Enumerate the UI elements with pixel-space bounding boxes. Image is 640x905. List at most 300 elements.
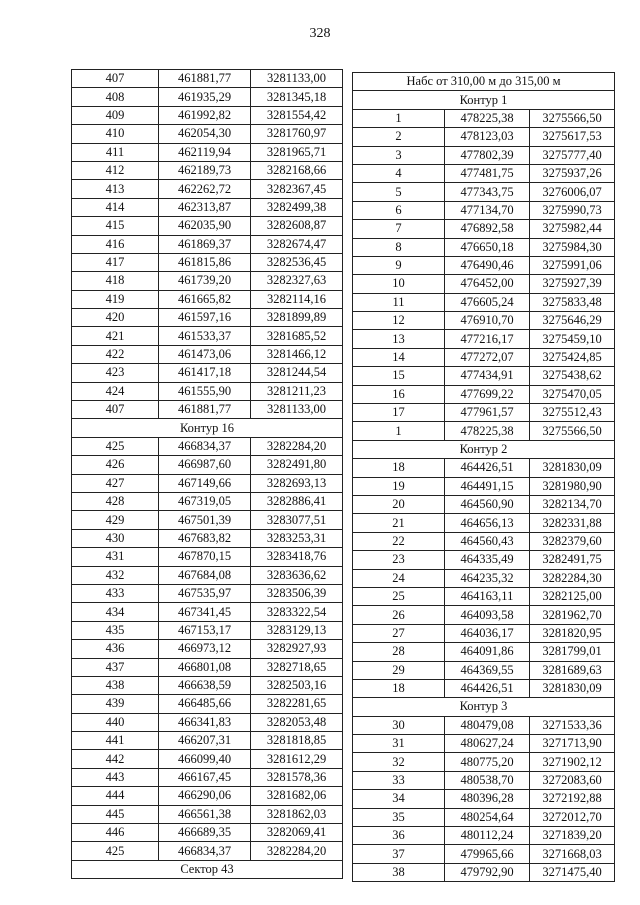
table-row — [353, 790, 615, 808]
x-coordinate: 478225,38 — [445, 422, 530, 440]
point-number: 22 — [353, 532, 445, 550]
point-number: 5 — [353, 183, 445, 201]
table-row — [72, 143, 343, 161]
point-number: 426 — [72, 456, 159, 474]
table-row — [72, 235, 343, 253]
point-number: 35 — [353, 808, 445, 826]
x-coordinate: 461739,20 — [159, 272, 251, 290]
x-coordinate: 461881,77 — [159, 70, 251, 88]
table-row — [72, 309, 343, 327]
point-number: 445 — [72, 805, 159, 823]
table-row — [353, 330, 615, 348]
x-coordinate: 464335,49 — [445, 551, 530, 569]
x-coordinate: 464235,32 — [445, 569, 530, 587]
point-number: 19 — [353, 477, 445, 495]
x-coordinate: 464560,43 — [445, 532, 530, 550]
point-number: 1 — [353, 109, 445, 127]
point-number: 443 — [72, 768, 159, 786]
point-number: 411 — [72, 143, 159, 161]
point-number: 14 — [353, 348, 445, 366]
point-number: 441 — [72, 732, 159, 750]
point-number: 33 — [353, 771, 445, 789]
y-coordinate: 3281578,36 — [251, 768, 343, 786]
x-coordinate: 477434,91 — [445, 367, 530, 385]
point-number: 414 — [72, 198, 159, 216]
y-coordinate: 3272192,88 — [530, 790, 615, 808]
table-row — [353, 587, 615, 605]
left-coordinates-table — [71, 69, 343, 879]
point-number: 433 — [72, 584, 159, 602]
y-coordinate: 3282491,80 — [251, 456, 343, 474]
y-coordinate: 3282331,88 — [530, 514, 615, 532]
x-coordinate: 467684,08 — [159, 566, 251, 584]
x-coordinate: 466834,37 — [159, 842, 251, 860]
y-coordinate: 3275566,50 — [530, 109, 615, 127]
x-coordinate: 461597,16 — [159, 309, 251, 327]
x-coordinate: 466167,45 — [159, 768, 251, 786]
point-number: 8 — [353, 238, 445, 256]
y-coordinate: 3281830,09 — [530, 679, 615, 697]
y-coordinate: 3281980,90 — [530, 477, 615, 495]
y-coordinate: 3282674,47 — [251, 235, 343, 253]
y-coordinate: 3283418,76 — [251, 548, 343, 566]
point-number: 440 — [72, 713, 159, 731]
table-row — [353, 514, 615, 532]
y-coordinate: 3281466,12 — [251, 345, 343, 363]
point-number: 439 — [72, 695, 159, 713]
x-coordinate: 467683,82 — [159, 529, 251, 547]
y-coordinate: 3281244,54 — [251, 364, 343, 382]
y-coordinate: 3282503,16 — [251, 676, 343, 694]
point-number: 437 — [72, 658, 159, 676]
y-coordinate: 3281818,85 — [251, 732, 343, 750]
x-coordinate: 461869,37 — [159, 235, 251, 253]
point-number: 434 — [72, 603, 159, 621]
x-coordinate: 466689,35 — [159, 824, 251, 842]
point-number: 412 — [72, 161, 159, 179]
point-number: 435 — [72, 621, 159, 639]
table-row — [72, 198, 343, 216]
x-coordinate: 466801,08 — [159, 658, 251, 676]
table-row — [72, 787, 343, 805]
x-coordinate: 466987,60 — [159, 456, 251, 474]
point-number: 21 — [353, 514, 445, 532]
y-coordinate: 3275646,29 — [530, 312, 615, 330]
x-coordinate: 464426,51 — [445, 459, 530, 477]
table-row — [353, 146, 615, 164]
y-coordinate: 3275984,30 — [530, 238, 615, 256]
x-coordinate: 464369,55 — [445, 661, 530, 679]
point-number: 7 — [353, 220, 445, 238]
table-row — [72, 253, 343, 271]
y-coordinate: 3275459,10 — [530, 330, 615, 348]
point-number: 428 — [72, 492, 159, 510]
x-coordinate: 462313,87 — [159, 198, 251, 216]
table-row — [72, 511, 343, 529]
x-coordinate: 480112,24 — [445, 827, 530, 845]
point-number: 427 — [72, 474, 159, 492]
table-row — [353, 367, 615, 385]
x-coordinate: 477134,70 — [445, 201, 530, 219]
y-coordinate: 3272012,70 — [530, 808, 615, 826]
table-row — [72, 713, 343, 731]
y-coordinate: 3282053,48 — [251, 713, 343, 731]
y-coordinate: 3282718,65 — [251, 658, 343, 676]
y-coordinate: 3282134,70 — [530, 495, 615, 513]
x-coordinate: 466638,59 — [159, 676, 251, 694]
y-coordinate: 3283636,62 — [251, 566, 343, 584]
y-coordinate: 3275438,62 — [530, 367, 615, 385]
point-number: 13 — [353, 330, 445, 348]
section-header-row — [353, 73, 615, 91]
x-coordinate: 464036,17 — [445, 624, 530, 642]
table-row — [72, 824, 343, 842]
y-coordinate: 3281820,95 — [530, 624, 615, 642]
page-number: 328 — [309, 26, 331, 41]
x-coordinate: 467149,66 — [159, 474, 251, 492]
y-coordinate: 3282284,20 — [251, 437, 343, 455]
x-coordinate: 479792,90 — [445, 863, 530, 881]
point-number: 431 — [72, 548, 159, 566]
y-coordinate: 3275777,40 — [530, 146, 615, 164]
y-coordinate: 3282927,93 — [251, 640, 343, 658]
point-number: 407 — [72, 401, 159, 419]
table-row — [72, 382, 343, 400]
y-coordinate: 3281682,06 — [251, 787, 343, 805]
x-coordinate: 467153,17 — [159, 621, 251, 639]
table-row — [353, 624, 615, 642]
point-number: 409 — [72, 106, 159, 124]
y-coordinate: 3281211,23 — [251, 382, 343, 400]
point-number: 11 — [353, 293, 445, 311]
point-number: 415 — [72, 217, 159, 235]
y-coordinate: 3275937,26 — [530, 164, 615, 182]
right-coordinates-table — [352, 72, 615, 882]
x-coordinate: 477216,17 — [445, 330, 530, 348]
table-row — [353, 863, 615, 881]
table-row — [353, 477, 615, 495]
y-coordinate: 3281685,52 — [251, 327, 343, 345]
point-number: 18 — [353, 679, 445, 697]
point-number: 28 — [353, 643, 445, 661]
x-coordinate: 461473,06 — [159, 345, 251, 363]
y-coordinate: 3281799,01 — [530, 643, 615, 661]
y-coordinate: 3275512,43 — [530, 404, 615, 422]
table-row — [72, 217, 343, 235]
table-row — [353, 735, 615, 753]
y-coordinate: 3282499,38 — [251, 198, 343, 216]
x-coordinate: 461935,29 — [159, 88, 251, 106]
x-coordinate: 476892,58 — [445, 220, 530, 238]
x-coordinate: 462054,30 — [159, 125, 251, 143]
y-coordinate: 3281899,89 — [251, 309, 343, 327]
y-coordinate: 3275927,39 — [530, 275, 615, 293]
x-coordinate: 464656,13 — [445, 514, 530, 532]
y-coordinate: 3282491,75 — [530, 551, 615, 569]
point-number: 6 — [353, 201, 445, 219]
y-coordinate: 3281689,63 — [530, 661, 615, 679]
point-number: 32 — [353, 753, 445, 771]
y-coordinate: 3282367,45 — [251, 180, 343, 198]
y-coordinate: 3275424,85 — [530, 348, 615, 366]
table-row — [353, 275, 615, 293]
point-number: 25 — [353, 587, 445, 605]
table-row — [72, 345, 343, 363]
table-row — [72, 272, 343, 290]
table-row — [72, 474, 343, 492]
table-row — [72, 584, 343, 602]
x-coordinate: 462035,90 — [159, 217, 251, 235]
y-coordinate: 3282125,00 — [530, 587, 615, 605]
point-number: 9 — [353, 256, 445, 274]
point-number: 20 — [353, 495, 445, 513]
table-row — [353, 679, 615, 697]
section-label: Контур 1 — [353, 91, 615, 109]
x-coordinate: 466290,06 — [159, 787, 251, 805]
point-number: 408 — [72, 88, 159, 106]
table-row — [72, 548, 343, 566]
x-coordinate: 466834,37 — [159, 437, 251, 455]
y-coordinate: 3275833,48 — [530, 293, 615, 311]
x-coordinate: 464491,15 — [445, 477, 530, 495]
table-row — [72, 732, 343, 750]
section-label: Набс от 310,00 м до 315,00 м — [353, 73, 615, 91]
x-coordinate: 467341,45 — [159, 603, 251, 621]
table-row — [353, 128, 615, 146]
table-row — [72, 456, 343, 474]
point-number: 421 — [72, 327, 159, 345]
point-number: 416 — [72, 235, 159, 253]
point-number: 24 — [353, 569, 445, 587]
y-coordinate: 3281830,09 — [530, 459, 615, 477]
y-coordinate: 3281760,97 — [251, 125, 343, 143]
table-row — [72, 621, 343, 639]
section-header-row — [353, 698, 615, 716]
x-coordinate: 462262,72 — [159, 180, 251, 198]
table-row — [353, 827, 615, 845]
table-row — [353, 808, 615, 826]
table-row — [353, 348, 615, 366]
x-coordinate: 461555,90 — [159, 382, 251, 400]
y-coordinate: 3276006,07 — [530, 183, 615, 201]
y-coordinate: 3275990,73 — [530, 201, 615, 219]
table-row — [72, 640, 343, 658]
point-number: 410 — [72, 125, 159, 143]
table-row — [353, 183, 615, 201]
x-coordinate: 461992,82 — [159, 106, 251, 124]
point-number: 442 — [72, 750, 159, 768]
table-row — [72, 658, 343, 676]
point-number: 424 — [72, 382, 159, 400]
table-row — [353, 164, 615, 182]
x-coordinate: 467535,97 — [159, 584, 251, 602]
y-coordinate: 3282114,16 — [251, 290, 343, 308]
table-row — [353, 256, 615, 274]
table-row — [72, 180, 343, 198]
x-coordinate: 466099,40 — [159, 750, 251, 768]
section-header-row — [72, 860, 343, 878]
y-coordinate: 3272083,60 — [530, 771, 615, 789]
y-coordinate: 3275470,05 — [530, 385, 615, 403]
point-number: 438 — [72, 676, 159, 694]
y-coordinate: 3275566,50 — [530, 422, 615, 440]
x-coordinate: 480396,28 — [445, 790, 530, 808]
y-coordinate: 3271475,40 — [530, 863, 615, 881]
table-row — [72, 492, 343, 510]
point-number: 12 — [353, 312, 445, 330]
point-number: 2 — [353, 128, 445, 146]
point-number: 418 — [72, 272, 159, 290]
point-number: 17 — [353, 404, 445, 422]
x-coordinate: 467870,15 — [159, 548, 251, 566]
x-coordinate: 466207,31 — [159, 732, 251, 750]
point-number: 4 — [353, 164, 445, 182]
y-coordinate: 3282379,60 — [530, 532, 615, 550]
x-coordinate: 476452,00 — [445, 275, 530, 293]
x-coordinate: 476650,18 — [445, 238, 530, 256]
section-header-row — [353, 91, 615, 109]
point-number: 18 — [353, 459, 445, 477]
section-label: Контур 3 — [353, 698, 615, 716]
y-coordinate: 3275982,44 — [530, 220, 615, 238]
point-number: 444 — [72, 787, 159, 805]
x-coordinate: 476605,24 — [445, 293, 530, 311]
point-number: 29 — [353, 661, 445, 679]
section-label: Контур 16 — [72, 419, 343, 437]
table-row — [72, 676, 343, 694]
x-coordinate: 461533,37 — [159, 327, 251, 345]
x-coordinate: 461417,18 — [159, 364, 251, 382]
table-row — [72, 290, 343, 308]
x-coordinate: 478225,38 — [445, 109, 530, 127]
point-number: 407 — [72, 70, 159, 88]
point-number: 429 — [72, 511, 159, 529]
y-coordinate: 3283129,13 — [251, 621, 343, 639]
y-coordinate: 3271902,12 — [530, 753, 615, 771]
table-row — [353, 532, 615, 550]
table-row — [72, 364, 343, 382]
y-coordinate: 3282886,41 — [251, 492, 343, 510]
y-coordinate: 3281965,71 — [251, 143, 343, 161]
table-row — [353, 109, 615, 127]
table-row — [72, 401, 343, 419]
x-coordinate: 466561,38 — [159, 805, 251, 823]
y-coordinate: 3282608,87 — [251, 217, 343, 235]
x-coordinate: 467501,39 — [159, 511, 251, 529]
point-number: 10 — [353, 275, 445, 293]
point-number: 27 — [353, 624, 445, 642]
x-coordinate: 480627,24 — [445, 735, 530, 753]
y-coordinate: 3275991,06 — [530, 256, 615, 274]
table-row — [72, 70, 343, 88]
x-coordinate: 479965,66 — [445, 845, 530, 863]
table-row — [353, 312, 615, 330]
table-row — [72, 106, 343, 124]
section-label: Сектор 43 — [72, 860, 343, 878]
y-coordinate: 3281862,03 — [251, 805, 343, 823]
point-number: 423 — [72, 364, 159, 382]
point-number: 15 — [353, 367, 445, 385]
table-row — [353, 643, 615, 661]
table-row — [353, 404, 615, 422]
x-coordinate: 467319,05 — [159, 492, 251, 510]
x-coordinate: 461881,77 — [159, 401, 251, 419]
point-number: 38 — [353, 863, 445, 881]
y-coordinate: 3275617,53 — [530, 128, 615, 146]
x-coordinate: 464093,58 — [445, 606, 530, 624]
y-coordinate: 3282693,13 — [251, 474, 343, 492]
point-number: 31 — [353, 735, 445, 753]
table-row — [353, 716, 615, 734]
point-number: 23 — [353, 551, 445, 569]
point-number: 37 — [353, 845, 445, 863]
y-coordinate: 3282281,65 — [251, 695, 343, 713]
table-row — [353, 771, 615, 789]
table-row — [353, 201, 615, 219]
table-row — [353, 238, 615, 256]
x-coordinate: 477802,39 — [445, 146, 530, 164]
x-coordinate: 476490,46 — [445, 256, 530, 274]
x-coordinate: 462119,94 — [159, 143, 251, 161]
point-number: 420 — [72, 309, 159, 327]
y-coordinate: 3281133,00 — [251, 401, 343, 419]
point-number: 430 — [72, 529, 159, 547]
x-coordinate: 476910,70 — [445, 312, 530, 330]
table-row — [353, 661, 615, 679]
point-number: 422 — [72, 345, 159, 363]
table-row — [72, 805, 343, 823]
table-row — [72, 566, 343, 584]
y-coordinate: 3282168,66 — [251, 161, 343, 179]
point-number: 425 — [72, 842, 159, 860]
table-row — [72, 529, 343, 547]
y-coordinate: 3281345,18 — [251, 88, 343, 106]
table-row — [353, 845, 615, 863]
x-coordinate: 477481,75 — [445, 164, 530, 182]
table-row — [353, 293, 615, 311]
y-coordinate: 3283322,54 — [251, 603, 343, 621]
y-coordinate: 3281554,42 — [251, 106, 343, 124]
x-coordinate: 461815,86 — [159, 253, 251, 271]
point-number: 436 — [72, 640, 159, 658]
table-row — [353, 551, 615, 569]
table-row — [72, 750, 343, 768]
x-coordinate: 480775,20 — [445, 753, 530, 771]
table-row — [353, 495, 615, 513]
point-number: 432 — [72, 566, 159, 584]
point-number: 413 — [72, 180, 159, 198]
y-coordinate: 3283506,39 — [251, 584, 343, 602]
x-coordinate: 480479,08 — [445, 716, 530, 734]
x-coordinate: 464560,90 — [445, 495, 530, 513]
x-coordinate: 466341,83 — [159, 713, 251, 731]
x-coordinate: 464163,11 — [445, 587, 530, 605]
table-row — [353, 422, 615, 440]
y-coordinate: 3281962,70 — [530, 606, 615, 624]
table-row — [353, 385, 615, 403]
point-number: 30 — [353, 716, 445, 734]
table-row — [353, 220, 615, 238]
y-coordinate: 3283077,51 — [251, 511, 343, 529]
x-coordinate: 477343,75 — [445, 183, 530, 201]
table-row — [72, 88, 343, 106]
y-coordinate: 3281133,00 — [251, 70, 343, 88]
y-coordinate: 3271533,36 — [530, 716, 615, 734]
table-row — [72, 125, 343, 143]
table-row — [72, 327, 343, 345]
y-coordinate: 3282284,30 — [530, 569, 615, 587]
point-number: 419 — [72, 290, 159, 308]
